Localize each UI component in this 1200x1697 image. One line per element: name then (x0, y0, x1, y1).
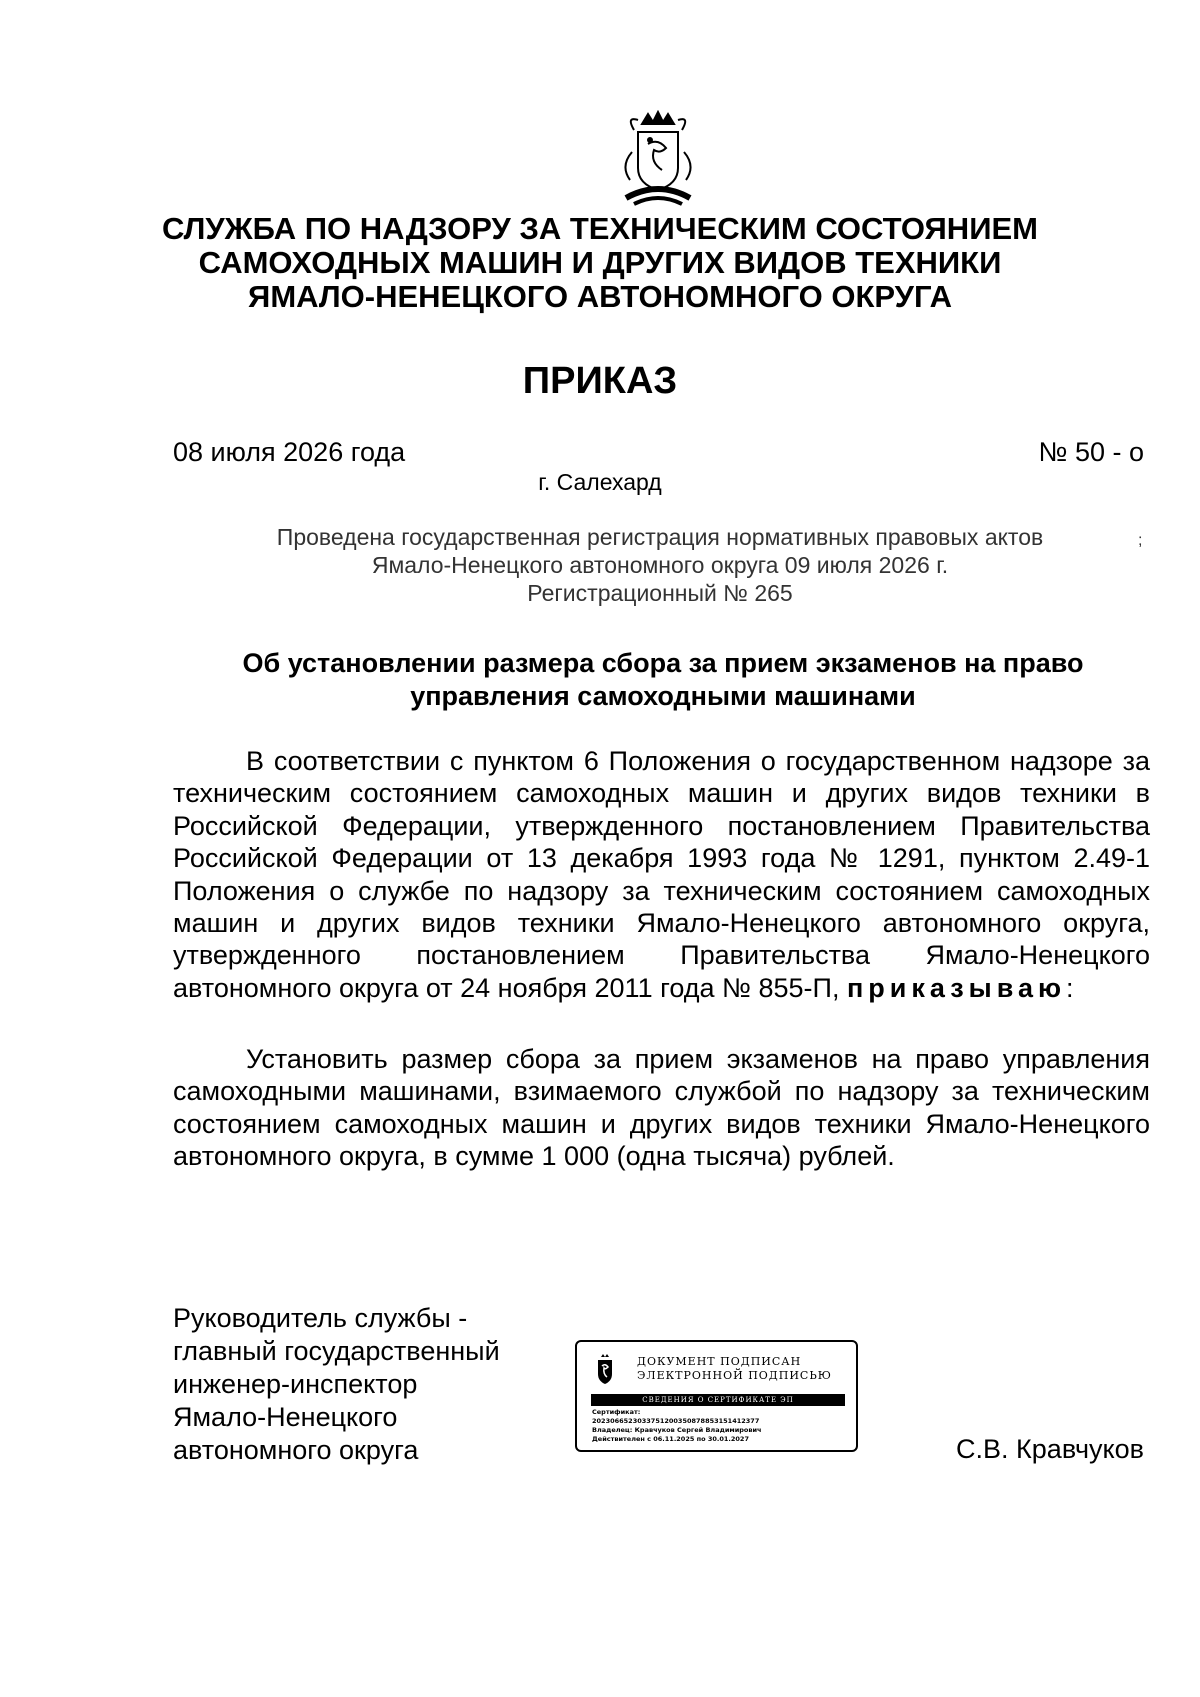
esig-certificate-label: Сертификат: (592, 1408, 641, 1416)
subject-line: управления самоходными машинами (410, 681, 916, 711)
order-word: приказываю (846, 972, 1067, 1003)
order-paragraph: Установить размер сбора за прием экзаменов на право управления самоходными машинами, взимаемого службой по надзору за техническим состоянием самоходных машин и других видов техники Ямало-Ненецкого автономного округа, в сумме 1 000 (одна тысяча) рублей. (173, 1044, 1150, 1172)
esig-validity: Действителен с 06.11.2025 по 30.01.2027 (592, 1435, 749, 1443)
order-number: № 50 - о (1038, 437, 1144, 467)
signer-position-line: инженер-инспектор (173, 1369, 418, 1399)
electronic-signature-stamp (575, 1340, 858, 1452)
order-date: 08 июля 2026 года (173, 437, 406, 467)
esig-title-line: ЭЛЕКТРОННОЙ ПОДПИСЬЮ (637, 1369, 832, 1382)
signer-position-line: главный государственный (173, 1336, 500, 1366)
preamble-paragraph (173, 745, 1150, 1004)
order-city: г. Салехард (538, 469, 662, 495)
registration-mark: ; (1138, 532, 1143, 549)
signer-name: С.В. Кравчуков (956, 1434, 1144, 1464)
registration-line: Проведена государственная регистрация нормативных правовых актов (276, 524, 1044, 550)
org-title-line: ЯМАЛО-НЕНЕЦКОГО АВТОНОМНОГО ОКРУГА (248, 279, 952, 314)
registration-stamp (170, 523, 1150, 607)
org-title-line: САМОХОДНЫХ МАШИН И ДРУГИХ ВИДОВ ТЕХНИКИ (198, 245, 1002, 280)
registration-line: Ямало-Ненецкого автономного округа 09 июля 2026 г. (371, 552, 949, 578)
org-title-line: СЛУЖБА ПО НАДЗОРУ ЗА ТЕХНИЧЕСКИМ СОСТОЯНИЕМ (162, 211, 1038, 246)
preamble-text: В соответствии с пунктом 6 Положения о государственном надзоре за техническим состоянием самоходных машин и других видов техники в Российской Федерации, утвержденного постановлением Правительства Российской Федерации от 13 декабря 1993 года № 1291, пунктом 2.49-1 Положения о службе по надзору за техническим состоянием самоходных машин и других видов техники Ямало-Ненецкого автономного округа, утвержденного постановлением Правительства Ямало-Ненецкого автономного округа от 24 ноября 2011 года № 855-П, (173, 746, 1150, 1003)
signer-position-line: автономного округа (173, 1435, 419, 1465)
esig-certificate-bar: СВЕДЕНИЯ О СЕРТИФИКАТЕ ЭП (591, 1394, 845, 1406)
organization-title (100, 212, 1100, 314)
signer-position-line: Ямало-Ненецкого (173, 1402, 398, 1432)
emblem-icon (595, 1354, 615, 1386)
order-subject (173, 647, 1153, 713)
order-colon: : (1066, 972, 1074, 1003)
signer-position (173, 1302, 500, 1467)
esig-title (637, 1355, 832, 1383)
subject-line: Об установлении размера сбора за прием экзаменов на право (242, 648, 1084, 678)
coat-of-arms-icon (620, 110, 696, 210)
esig-title-line: ДОКУМЕНТ ПОДПИСАН (637, 1355, 802, 1368)
registration-line: Регистрационный № 265 (527, 580, 793, 606)
esig-owner: Владелец: Кравчуков Сергей Владимирович (592, 1426, 762, 1434)
esig-certificate-id: 2023066523033751200350878853151412377 (592, 1417, 760, 1425)
signer-position-line: Руководитель службы - (173, 1303, 468, 1333)
document-type: ПРИКАЗ (522, 360, 678, 402)
esig-details (592, 1408, 762, 1444)
